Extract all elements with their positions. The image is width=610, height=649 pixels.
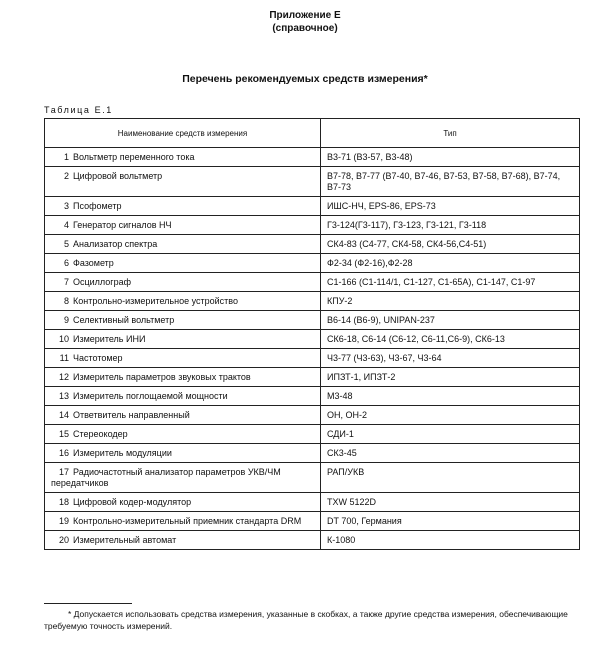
- instrument-type-cell: К-1080: [321, 531, 580, 550]
- instrument-name-cell: [45, 273, 321, 292]
- instrument-type-cell: РАП/УКВ: [321, 463, 580, 493]
- table-row: [45, 512, 580, 531]
- instrument-name-cell: [45, 292, 321, 311]
- instrument-type-cell: В6-14 (В6-9), UNIPAN-237: [321, 311, 580, 330]
- row-number: 6: [63, 258, 69, 268]
- instrument-name: Измеритель модуляции: [73, 448, 172, 458]
- table-row: [45, 425, 580, 444]
- instrument-name: Анализатор спектра: [73, 239, 158, 249]
- instrument-name: Измерительный автомат: [73, 535, 177, 545]
- table-row: [45, 235, 580, 254]
- instrument-name: Радиочастотный анализатор параметров УКВ/ЧМ передатчиков: [51, 467, 281, 488]
- instrument-type-cell: ИШС-НЧ, EPS-86, EPS-73: [321, 197, 580, 216]
- row-number: 15: [58, 429, 69, 439]
- instrument-type-cell: СК3-45: [321, 444, 580, 463]
- instrument-type-cell: Ч3-77 (Ч3-63), Ч3-67, Ч3-64: [321, 349, 580, 368]
- instrument-name: Цифровой кодер-модулятор: [73, 497, 192, 507]
- table-row: [45, 148, 580, 167]
- instrument-name-cell: [45, 406, 321, 425]
- appendix-note: (справочное): [272, 23, 338, 34]
- instrument-type-cell: TXW 5122D: [321, 493, 580, 512]
- instrument-name: Ответвитель направленный: [73, 410, 190, 420]
- instrument-name: Фазометр: [73, 258, 114, 268]
- instrument-name-cell: [45, 444, 321, 463]
- table-row: [45, 254, 580, 273]
- column-header-type: Тип: [321, 119, 580, 148]
- row-number: 11: [59, 353, 69, 363]
- instrument-type-cell: DT 700, Германия: [321, 512, 580, 531]
- table-row: [45, 531, 580, 550]
- instrument-name: Селективный вольтметр: [73, 315, 175, 325]
- instrument-name-cell: [45, 148, 321, 167]
- instrument-type-cell: М3-48: [321, 387, 580, 406]
- instrument-type-cell: ИПЗТ-1, ИПЗТ-2: [321, 368, 580, 387]
- table-row: [45, 216, 580, 235]
- instrument-name-cell: [45, 531, 321, 550]
- instrument-name: Измеритель параметров звуковых трактов: [73, 372, 251, 382]
- instrument-name: Осциллограф: [73, 277, 131, 287]
- instrument-name-cell: [45, 216, 321, 235]
- table-row: [45, 493, 580, 512]
- instrument-name-cell: [45, 235, 321, 254]
- instrument-name-cell: [45, 463, 321, 493]
- row-number: 18: [58, 497, 69, 507]
- row-number: 9: [63, 315, 69, 325]
- table-caption: Таблица Е.1: [44, 105, 113, 115]
- measurement-table: [44, 118, 580, 550]
- instrument-name: Генератор сигналов НЧ: [73, 220, 172, 230]
- instrument-name-cell: [45, 425, 321, 444]
- row-number: 2: [63, 171, 69, 181]
- instrument-name: Вольтметр переменного тока: [73, 152, 195, 162]
- row-number: 7: [63, 277, 69, 287]
- instrument-name: Частотомер: [73, 353, 123, 363]
- table-row: [45, 444, 580, 463]
- instrument-type-cell: СК4-83 (С4-77, СК4-58, СК4-56,С4-51): [321, 235, 580, 254]
- instrument-name-cell: [45, 254, 321, 273]
- instrument-type-cell: В7-78, В7-77 (В7-40, В7-46, В7-53, В7-58, В7-68), В7-74, В7-73: [321, 167, 580, 197]
- footnote-divider: [44, 603, 132, 604]
- instrument-name-cell: [45, 512, 321, 531]
- table-row: [45, 463, 580, 493]
- instrument-name-cell: [45, 330, 321, 349]
- table-row: [45, 349, 580, 368]
- instrument-type-cell: Г3-124(Г3-117), Г3-123, Г3-121, Г3-118: [321, 216, 580, 235]
- row-number: 5: [63, 239, 69, 249]
- instrument-name-cell: [45, 387, 321, 406]
- row-number: 4: [63, 220, 69, 230]
- row-number: 19: [58, 516, 69, 526]
- instrument-type-cell: С1-166 (С1-114/1, С1-127, С1-65А), С1-147, С1-97: [321, 273, 580, 292]
- instrument-name-cell: [45, 167, 321, 197]
- row-number: 16: [58, 448, 69, 458]
- instrument-type-cell: В3-71 (В3-57, В3-48): [321, 148, 580, 167]
- instrument-type-cell: СК6-18, С6-14 (С6-12, С6-11,С6-9), СК6-13: [321, 330, 580, 349]
- table-row: [45, 292, 580, 311]
- table-header-row: [45, 119, 580, 148]
- instrument-name-cell: [45, 311, 321, 330]
- instrument-name: Измеритель поглощаемой мощности: [73, 391, 228, 401]
- row-number: 20: [58, 535, 69, 545]
- instrument-name: Контрольно-измерительный приемник стандарта DRM: [73, 516, 302, 526]
- page-title: Перечень рекомендуемых средств измерения*: [182, 73, 428, 85]
- instrument-name: Измеритель ИНИ: [73, 334, 146, 344]
- instrument-name-cell: [45, 368, 321, 387]
- instrument-type-cell: ОН, ОН-2: [321, 406, 580, 425]
- instrument-name: Контрольно-измерительное устройство: [73, 296, 238, 306]
- row-number: 14: [58, 410, 69, 420]
- row-number: 8: [63, 296, 69, 306]
- row-number: 10: [58, 334, 69, 344]
- table-row: [45, 387, 580, 406]
- table-row: [45, 330, 580, 349]
- instrument-name: Псофометр: [73, 201, 122, 211]
- table-row: [45, 368, 580, 387]
- instrument-name-cell: [45, 197, 321, 216]
- instrument-type-cell: КПУ-2: [321, 292, 580, 311]
- table-row: [45, 273, 580, 292]
- row-number: 13: [58, 391, 69, 401]
- row-number: 12: [58, 372, 69, 382]
- appendix-title: Приложение Е: [269, 10, 341, 21]
- instrument-type-cell: Ф2-34 (Ф2-16),Ф2-28: [321, 254, 580, 273]
- row-number: 3: [63, 201, 69, 211]
- table-row: [45, 167, 580, 197]
- instrument-type-cell: СДИ-1: [321, 425, 580, 444]
- table-row: [45, 406, 580, 425]
- row-number: 17: [58, 467, 69, 477]
- footnote: * Допускается использовать средства измерения, указанные в скобках, а также другие средства измерения, обеспечивающие требуемую точность измерений.: [44, 609, 568, 631]
- instrument-name: Цифровой вольтметр: [73, 171, 163, 181]
- instrument-name: Стереокодер: [73, 429, 128, 439]
- table-row: [45, 311, 580, 330]
- column-header-name: Наименование средств измерения: [45, 119, 321, 148]
- row-number: 1: [63, 152, 69, 162]
- instrument-name-cell: [45, 349, 321, 368]
- table-row: [45, 197, 580, 216]
- instrument-name-cell: [45, 493, 321, 512]
